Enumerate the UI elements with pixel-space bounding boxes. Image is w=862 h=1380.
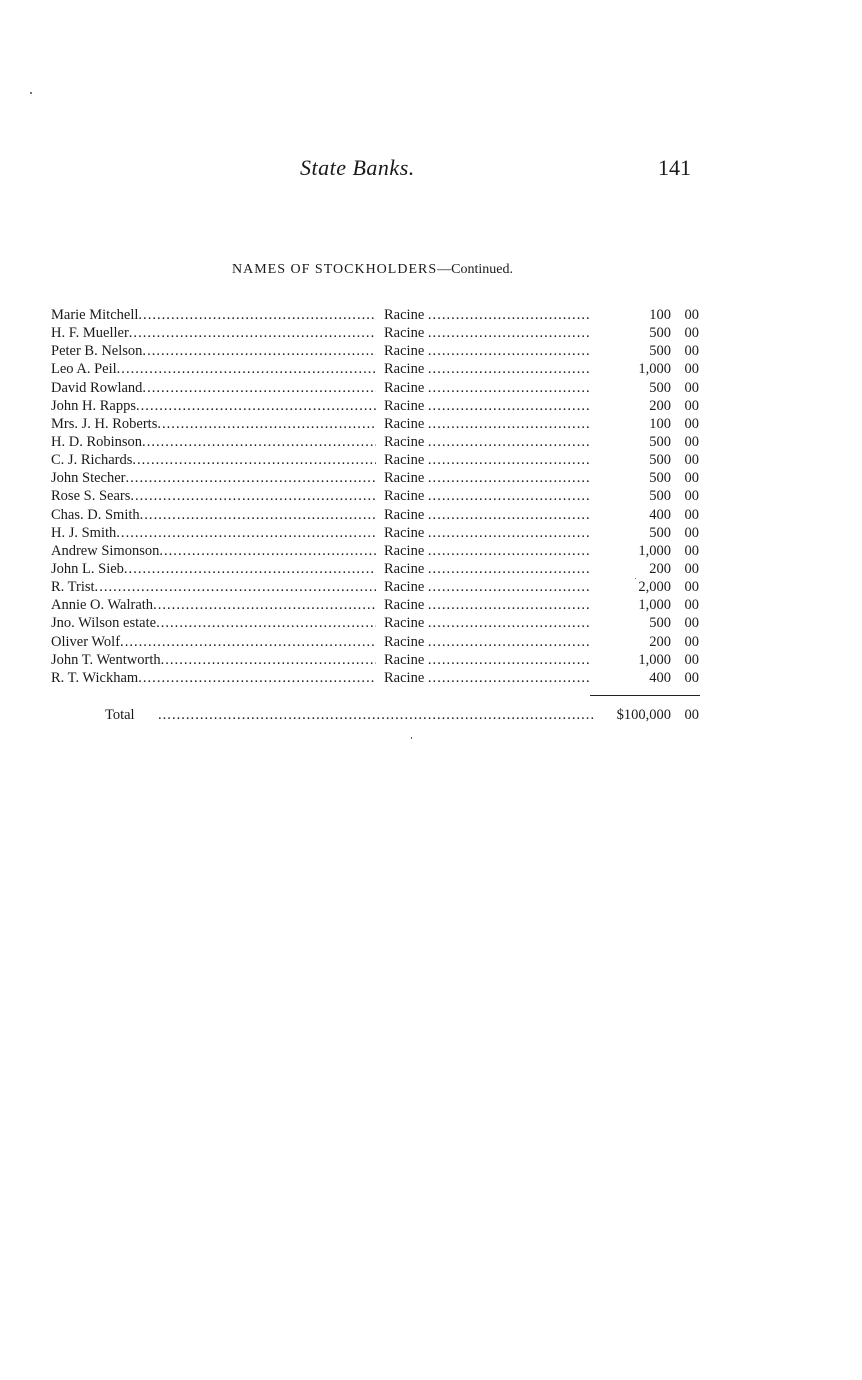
stockholder-amount: 200 xyxy=(649,633,671,650)
dot-leader xyxy=(428,470,589,486)
dot-leader xyxy=(120,634,376,650)
stockholder-name xyxy=(51,524,376,542)
dot-leader xyxy=(428,488,589,504)
stockholder-cents: 00 xyxy=(684,452,699,469)
stockholder-location xyxy=(384,560,589,578)
stockholder-name-text: Rose S. Sears xyxy=(51,488,131,505)
stockholder-cents: 00 xyxy=(684,488,699,505)
stockholder-name xyxy=(51,542,376,560)
stockholder-name-text: John L. Sieb xyxy=(51,560,124,577)
stockholder-name-text: Mrs. J. H. Roberts xyxy=(51,415,158,432)
stockholder-location-text: Racine xyxy=(384,506,425,523)
stockholder-name xyxy=(51,324,376,342)
stockholder-name-text: Peter B. Nelson xyxy=(51,343,143,360)
stockholder-location xyxy=(384,578,589,596)
stockholder-location-text: Racine xyxy=(384,415,425,432)
stockholder-location-text: Racine xyxy=(384,433,425,450)
table-row xyxy=(51,524,699,542)
stockholder-name xyxy=(51,415,376,433)
stockholder-location xyxy=(384,487,589,505)
stockholder-cents: 00 xyxy=(684,651,699,668)
stockholder-amount: 100 xyxy=(649,415,671,432)
total-row xyxy=(51,706,699,724)
stockholder-location-text: Racine xyxy=(384,597,425,614)
stockholder-location xyxy=(384,342,589,360)
table-row xyxy=(51,379,699,397)
stockholder-location-text: Racine xyxy=(384,669,425,686)
stockholder-location xyxy=(384,542,589,560)
stockholder-location xyxy=(384,506,589,524)
table-row xyxy=(51,578,699,596)
stockholder-list xyxy=(51,306,699,687)
stockholder-location xyxy=(384,397,589,415)
stockholder-amount: 500 xyxy=(649,615,671,632)
stockholder-name-text: Oliver Wolf xyxy=(51,633,121,650)
stockholder-cents: 00 xyxy=(684,415,699,432)
stockholder-location-text: Racine xyxy=(384,397,425,414)
stockholder-location-text: Racine xyxy=(384,307,425,323)
page-number: 141 xyxy=(658,155,691,180)
stockholder-amount: 500 xyxy=(649,325,671,342)
stockholder-amount: 200 xyxy=(649,397,671,414)
stockholder-amount: 500 xyxy=(649,488,671,505)
stockholder-name-text: John T. Wentworth xyxy=(51,651,161,668)
table-row xyxy=(51,306,699,324)
stockholder-location-text: Racine xyxy=(384,542,425,559)
dot-leader xyxy=(159,543,376,559)
stockholder-location xyxy=(384,324,589,342)
stockholder-location-text: Racine xyxy=(384,361,425,378)
stockholder-amount: 400 xyxy=(649,506,671,523)
dot-leader xyxy=(428,507,589,523)
stockholder-amount: 500 xyxy=(649,433,671,450)
stockholder-name-text: R. Trist xyxy=(51,579,95,596)
stockholder-location xyxy=(384,415,589,433)
dot-leader xyxy=(428,652,589,668)
stockholder-name xyxy=(51,669,376,687)
table-row xyxy=(51,360,699,378)
stockholder-location xyxy=(384,469,589,487)
stockholder-amount: 500 xyxy=(649,470,671,487)
table-row xyxy=(51,596,699,614)
table-row xyxy=(51,487,699,505)
dot-leader xyxy=(124,561,376,577)
stockholder-amount: 1,000 xyxy=(638,542,671,559)
dot-leader xyxy=(428,615,589,631)
stockholder-ledger xyxy=(51,306,699,723)
dot-leader xyxy=(140,507,376,523)
stockholder-name xyxy=(51,614,376,632)
stockholder-cents: 00 xyxy=(684,433,699,450)
dot-leader xyxy=(136,398,376,414)
stockholder-amount: 1,000 xyxy=(638,651,671,668)
dot-leader xyxy=(428,361,589,377)
scan-speck xyxy=(635,578,636,579)
stockholder-name xyxy=(51,342,376,360)
stockholder-location-text: Racine xyxy=(384,633,425,650)
stockholder-amount: 500 xyxy=(649,524,671,541)
scan-speck xyxy=(30,92,32,94)
stockholder-location xyxy=(384,433,589,451)
dot-leader xyxy=(142,343,376,359)
stockholder-location-text: Racine xyxy=(384,325,425,342)
dot-leader xyxy=(126,470,377,486)
dot-leader xyxy=(428,543,589,559)
stockholder-name xyxy=(51,596,376,614)
stockholder-cents: 00 xyxy=(684,597,699,614)
dot-leader xyxy=(142,434,376,450)
stockholder-name-text: H. D. Robinson xyxy=(51,433,143,450)
table-row xyxy=(51,614,699,632)
dot-leader xyxy=(428,579,589,595)
stockholder-amount: 1,000 xyxy=(638,361,671,378)
stockholder-cents: 00 xyxy=(684,669,699,686)
dot-leader xyxy=(138,670,376,686)
dot-leader xyxy=(95,579,376,595)
dot-leader xyxy=(428,561,589,577)
stockholder-name xyxy=(51,360,376,378)
stockholder-name-text: Annie O. Walrath xyxy=(51,597,154,614)
stockholder-location-text: Racine xyxy=(384,452,425,469)
dot-leader xyxy=(157,416,376,432)
stockholder-name-text: Jno. Wilson estate xyxy=(51,615,157,632)
stockholder-location xyxy=(384,306,589,324)
dot-leader xyxy=(428,380,589,396)
stockholder-amount: 400 xyxy=(649,669,671,686)
stockholder-amount: 500 xyxy=(649,343,671,360)
table-row xyxy=(51,433,699,451)
dot-leader xyxy=(161,652,376,668)
total-label: Total xyxy=(105,707,135,723)
stockholder-location xyxy=(384,614,589,632)
dot-leader xyxy=(138,307,376,323)
stockholder-cents: 00 xyxy=(684,361,699,378)
section-heading-text: NAMES OF STOCKHOLDERS xyxy=(232,262,438,277)
stockholder-cents: 00 xyxy=(684,397,699,414)
stockholder-cents: 00 xyxy=(684,506,699,523)
dot-leader xyxy=(428,398,589,414)
stockholder-cents: 00 xyxy=(684,325,699,342)
dot-leader xyxy=(428,525,589,541)
dot-leader xyxy=(428,597,589,613)
stockholder-name-text: Chas. D. Smith xyxy=(51,506,140,523)
dot-leader xyxy=(428,325,589,341)
stockholder-amount: 200 xyxy=(649,560,671,577)
stockholder-location xyxy=(384,524,589,542)
stockholder-name-text: R. T. Wickham xyxy=(51,669,139,686)
stockholder-cents: 00 xyxy=(684,343,699,360)
stockholder-cents: 00 xyxy=(684,560,699,577)
table-row xyxy=(51,342,699,360)
stockholder-name-text: John H. Rapps xyxy=(51,397,136,414)
stockholder-location xyxy=(384,379,589,397)
section-heading-suffix: —Continued. xyxy=(437,262,513,277)
stockholder-name-text: H. J. Smith xyxy=(51,524,117,541)
stockholder-location-text: Racine xyxy=(384,488,425,505)
table-row xyxy=(51,542,699,560)
stockholder-cents: 00 xyxy=(684,615,699,632)
dot-leader xyxy=(130,488,376,504)
stockholder-name xyxy=(51,651,376,669)
section-heading xyxy=(0,262,745,278)
stockholder-location-text: Racine xyxy=(384,651,425,668)
dot-leader xyxy=(428,634,589,650)
stockholder-amount: 100 xyxy=(649,307,671,323)
table-row xyxy=(51,324,699,342)
stockholder-name-text: Marie Mitchell xyxy=(51,307,139,323)
table-row xyxy=(51,397,699,415)
running-title: State Banks. xyxy=(300,155,415,180)
table-row xyxy=(51,560,699,578)
stockholder-name xyxy=(51,469,376,487)
stockholder-name xyxy=(51,633,376,651)
dot-leader xyxy=(428,670,589,686)
stockholder-name-text: C. J. Richards xyxy=(51,452,133,469)
stockholder-amount: 500 xyxy=(649,379,671,396)
stockholder-location xyxy=(384,596,589,614)
stockholder-cents: 00 xyxy=(684,542,699,559)
stockholder-name xyxy=(51,451,376,469)
total-cents: 00 xyxy=(684,707,699,723)
dot-leader xyxy=(158,706,594,724)
table-row xyxy=(51,633,699,651)
stockholder-location-text: Racine xyxy=(384,615,425,632)
stockholder-location xyxy=(384,651,589,669)
dot-leader xyxy=(153,597,376,613)
stockholder-name xyxy=(51,578,376,596)
stockholder-name xyxy=(51,487,376,505)
dot-leader xyxy=(116,525,376,541)
stockholder-name xyxy=(51,433,376,451)
stockholder-name-text: John Stecher xyxy=(51,470,126,487)
stockholder-name xyxy=(51,397,376,415)
scan-speck xyxy=(411,737,412,739)
stockholder-cents: 00 xyxy=(684,307,699,323)
stockholder-amount: 500 xyxy=(649,452,671,469)
stockholder-location xyxy=(384,451,589,469)
stockholder-cents: 00 xyxy=(684,633,699,650)
stockholder-location-text: Racine xyxy=(384,470,425,487)
stockholder-cents: 00 xyxy=(684,470,699,487)
table-row xyxy=(51,506,699,524)
stockholder-amount: 2,000 xyxy=(638,579,671,596)
dot-leader xyxy=(117,361,376,377)
dot-leader xyxy=(428,434,589,450)
stockholder-location xyxy=(384,360,589,378)
dot-leader xyxy=(428,416,589,432)
stockholder-location xyxy=(384,669,589,687)
dot-leader xyxy=(428,343,589,359)
sum-rule xyxy=(590,695,700,696)
dot-leader xyxy=(142,380,376,396)
table-row xyxy=(51,669,699,687)
table-row xyxy=(51,415,699,433)
dot-leader xyxy=(132,452,376,468)
stockholder-name xyxy=(51,306,376,324)
stockholder-location-text: Racine xyxy=(384,579,425,596)
total-amount: $100,000 xyxy=(616,707,671,723)
table-row xyxy=(51,651,699,669)
stockholder-amount: 1,000 xyxy=(638,597,671,614)
stockholder-name xyxy=(51,560,376,578)
stockholder-location-text: Racine xyxy=(384,524,425,541)
stockholder-name-text: Andrew Simonson xyxy=(51,542,160,559)
stockholder-name-text: David Rowland xyxy=(51,379,143,396)
dot-leader xyxy=(428,307,589,323)
dot-leader xyxy=(156,615,376,631)
stockholder-location xyxy=(384,633,589,651)
stockholder-cents: 00 xyxy=(684,524,699,541)
stockholder-location-text: Racine xyxy=(384,379,425,396)
stockholder-name-text: Leo A. Peil xyxy=(51,361,117,378)
table-row xyxy=(51,451,699,469)
dot-leader xyxy=(428,452,589,468)
stockholder-name-text: H. F. Mueller xyxy=(51,325,129,342)
table-row xyxy=(51,469,699,487)
stockholder-name xyxy=(51,379,376,397)
stockholder-location-text: Racine xyxy=(384,560,425,577)
stockholder-name xyxy=(51,506,376,524)
stockholder-cents: 00 xyxy=(684,379,699,396)
dot-leader xyxy=(129,325,376,341)
stockholder-location-text: Racine xyxy=(384,343,425,360)
stockholder-cents: 00 xyxy=(684,579,699,596)
